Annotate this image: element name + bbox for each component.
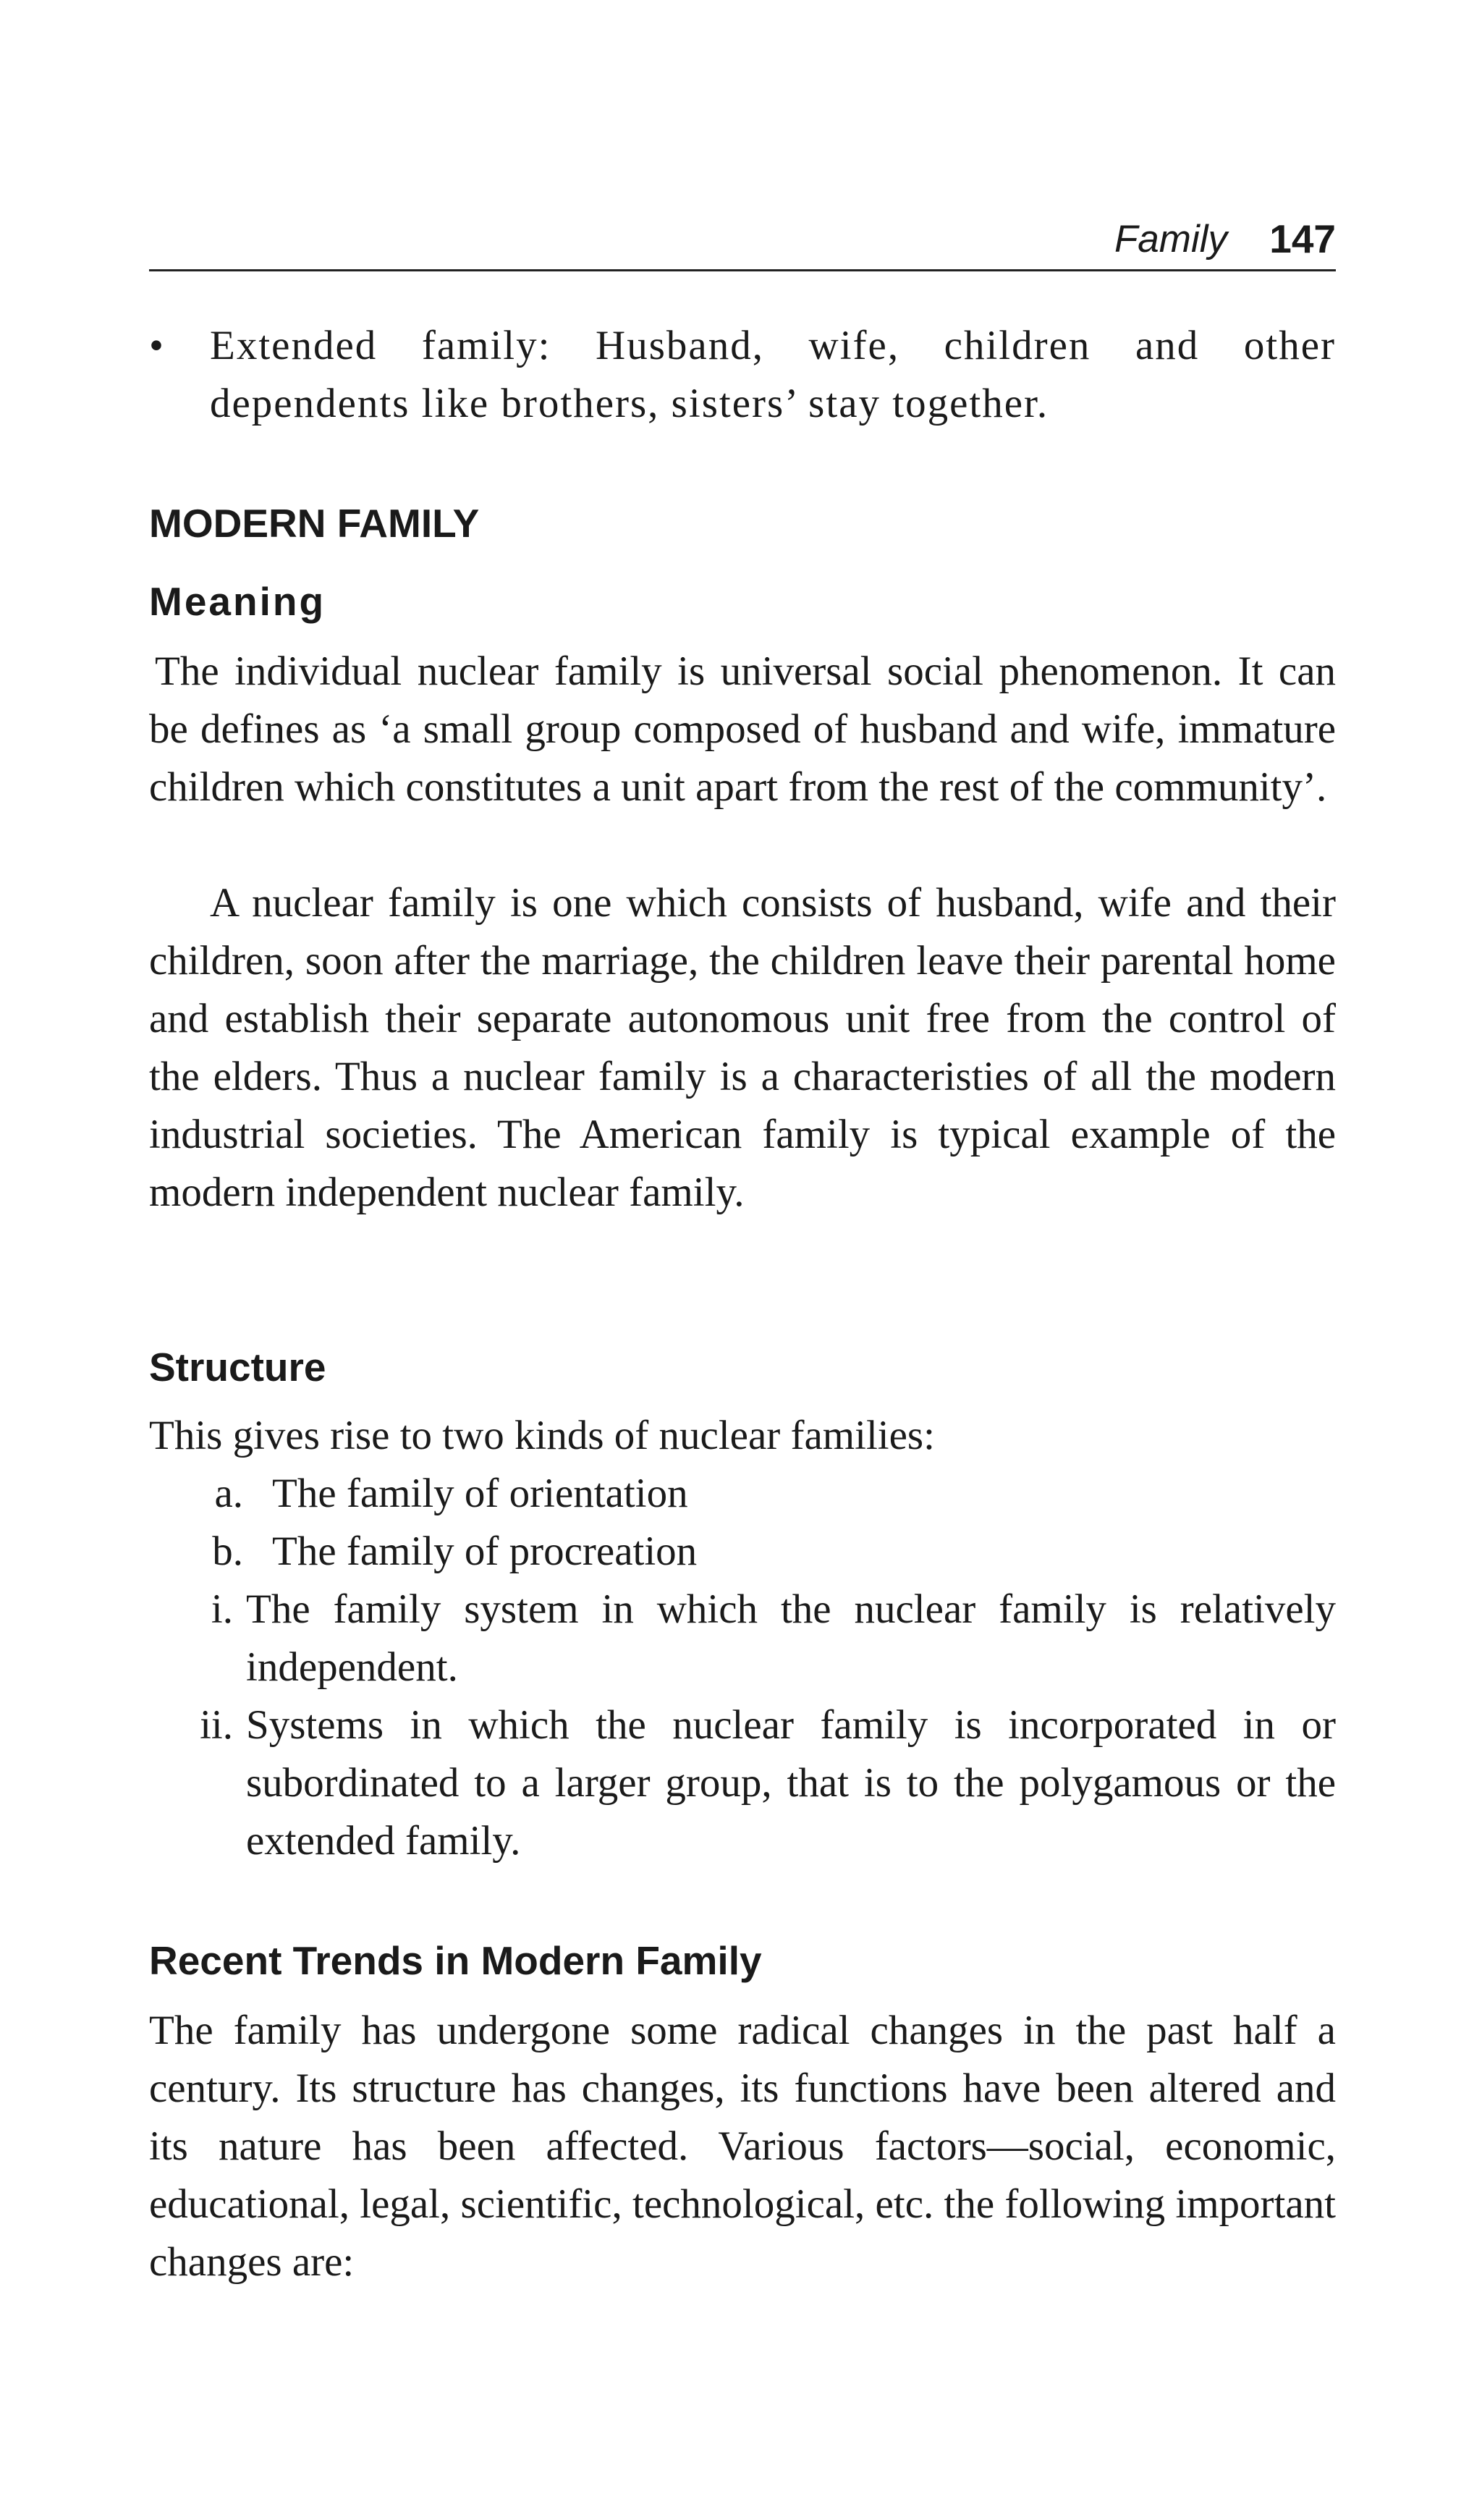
list-item xyxy=(149,1465,1336,1523)
list-item-text: The family system in which the nuclear family is relatively independent. xyxy=(246,1586,1336,1690)
page-number: 147 xyxy=(1269,216,1336,261)
list-marker: a. xyxy=(214,1471,243,1516)
list-item-text: Systems in which the nuclear family is incorporated in or subordinated to a larger group, that is to the polygamous or the extended family. xyxy=(246,1702,1336,1864)
meaning-paragraph-2: A nuclear family is one which consists of husband, wife and their children, soon after the marriage, the children leave their parental home and establish their separate autonomous unit free from the control of the elders. Thus a nuclear family is a characteristies of all the modern industrial societies. The American family is typical example of the modern independent nuclear family. xyxy=(149,880,1336,1215)
structure-intro: This gives rise to two kinds of nuclear families: xyxy=(149,1413,935,1458)
bullet-item-extended-family xyxy=(149,317,1336,433)
bullet-marker: • xyxy=(149,323,165,368)
trends-paragraph: The family has undergone some radical changes in the past half a century. Its structure has changes, its functions have been altered and its nature has been affected. Various factors—social, economic, educational, legal, scientific, technological, etc. the following important changes are: xyxy=(149,2008,1336,2285)
list-marker: i. xyxy=(211,1586,233,1632)
heading-recent-trends: Recent Trends in Modern Family xyxy=(149,1938,762,1983)
list-item xyxy=(149,1696,1336,1870)
heading-meaning: Meaning xyxy=(149,579,326,624)
section-title: MODERN FAMILY xyxy=(149,501,480,546)
alpha-list xyxy=(149,1465,1336,1581)
list-item xyxy=(149,1581,1336,1696)
running-title: Family xyxy=(1114,218,1227,261)
list-item-text: The family of procreation xyxy=(272,1529,698,1574)
meaning-paragraph-1: The individual nuclear family is universal social phenomenon. It can be defines as ‘a small group composed of husband and wife, immature children which constitutes a unit apart from the rest of the community’. xyxy=(149,648,1336,810)
running-head xyxy=(149,211,1336,271)
list-item-text: The family of orientation xyxy=(272,1471,688,1516)
heading-structure: Structure xyxy=(149,1345,326,1390)
list-item xyxy=(149,1523,1336,1581)
roman-list xyxy=(149,1581,1336,1870)
bullet-text: Extended family: Husband, wife, children and other dependents like brothers, sisters’ stay together. xyxy=(210,323,1336,426)
list-marker: b. xyxy=(212,1529,243,1574)
list-marker: ii. xyxy=(200,1702,233,1748)
